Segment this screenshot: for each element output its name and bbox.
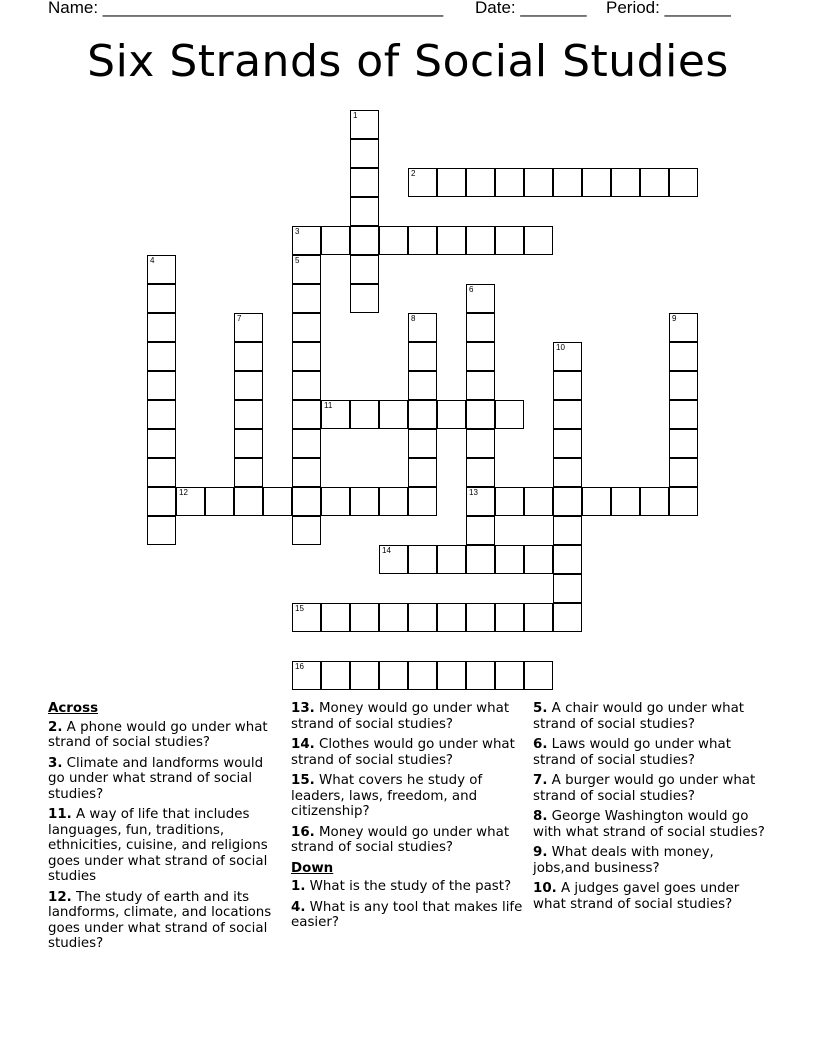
grid-cell[interactable] (408, 603, 437, 632)
grid-cell[interactable] (350, 168, 379, 197)
grid-cell[interactable] (466, 487, 495, 516)
grid-cell[interactable] (495, 545, 524, 574)
grid-cell[interactable] (292, 400, 321, 429)
grid-cell[interactable] (553, 168, 582, 197)
grid-cell[interactable] (466, 661, 495, 690)
grid-cell[interactable] (292, 429, 321, 458)
grid-cell[interactable] (669, 487, 698, 516)
grid-cell[interactable] (466, 313, 495, 342)
clue-item (48, 890, 280, 952)
grid-cell[interactable] (408, 342, 437, 371)
grid-cell[interactable] (553, 342, 582, 371)
clue-number-label: 6 (469, 285, 474, 294)
clue-number: 5. (533, 701, 548, 716)
grid-cell[interactable] (466, 284, 495, 313)
grid-cell[interactable] (350, 226, 379, 255)
grid-cell[interactable] (553, 371, 582, 400)
clue-number: 2. (48, 719, 63, 735)
grid-cell[interactable] (611, 168, 640, 197)
clue-number: 9. (533, 845, 548, 860)
grid-cell[interactable] (553, 603, 582, 632)
grid-cell[interactable] (408, 226, 437, 255)
grid-cell[interactable] (379, 226, 408, 255)
grid-cell[interactable] (292, 661, 321, 690)
grid-cell[interactable] (524, 168, 553, 197)
grid-cell[interactable] (524, 545, 553, 574)
grid-cell[interactable] (437, 603, 466, 632)
grid-cell[interactable] (292, 284, 321, 313)
grid-cell[interactable] (640, 487, 669, 516)
grid-cell[interactable] (147, 313, 176, 342)
grid-cell[interactable] (466, 342, 495, 371)
grid-cell[interactable] (669, 371, 698, 400)
grid-cell[interactable] (669, 313, 698, 342)
grid-cell[interactable] (292, 487, 321, 516)
grid-cell[interactable] (321, 226, 350, 255)
grid-cell[interactable] (553, 400, 582, 429)
clue-number: 1. (291, 879, 306, 894)
grid-cell[interactable] (495, 603, 524, 632)
grid-cell[interactable] (147, 371, 176, 400)
clue-item (533, 737, 765, 768)
clue-text: What is any tool that makes life easier? (291, 899, 523, 930)
clue-text: What covers he study of leaders, laws, freedom, and citizenship? (291, 773, 483, 819)
grid-cell[interactable] (234, 458, 263, 487)
grid-cell[interactable] (437, 661, 466, 690)
grid-cell[interactable] (379, 661, 408, 690)
clue-number-label: 13 (469, 488, 478, 497)
grid-cell[interactable] (582, 487, 611, 516)
grid-cell[interactable] (205, 487, 234, 516)
grid-cell[interactable] (466, 516, 495, 545)
grid-cell[interactable] (553, 458, 582, 487)
clue-item (291, 879, 523, 895)
grid-cell[interactable] (234, 429, 263, 458)
grid-cell[interactable] (350, 139, 379, 168)
clue-column-2 (291, 701, 523, 936)
period-field[interactable]: Period: _______ (606, 0, 731, 17)
clue-number-label: 15 (295, 604, 304, 613)
grid-cell[interactable] (466, 226, 495, 255)
grid-cell[interactable] (176, 487, 205, 516)
grid-cell[interactable] (466, 458, 495, 487)
grid-cell[interactable] (495, 226, 524, 255)
clue-number: 16. (291, 824, 315, 840)
clue-item (48, 807, 280, 885)
grid-cell[interactable] (669, 400, 698, 429)
grid-cell[interactable] (582, 168, 611, 197)
grid-cell[interactable] (292, 255, 321, 284)
grid-cell[interactable] (147, 516, 176, 545)
clue-text: Money would go under what strand of social studies? (291, 824, 510, 855)
clue-text: George Washington would go with what strand of social studies? (533, 809, 765, 840)
grid-cell[interactable] (669, 342, 698, 371)
clue-number: 15. (291, 773, 315, 788)
grid-cell[interactable] (437, 400, 466, 429)
clue-number-label: 16 (295, 662, 304, 671)
clue-column-3 (533, 701, 765, 917)
grid-cell[interactable] (524, 487, 553, 516)
grid-cell[interactable] (234, 313, 263, 342)
grid-cell[interactable] (263, 487, 292, 516)
clue-text: A burger would go under what strand of social studies? (533, 773, 756, 804)
grid-cell[interactable] (147, 284, 176, 313)
clue-number: 14. (291, 737, 315, 752)
grid-cell[interactable] (321, 661, 350, 690)
grid-cell[interactable] (379, 487, 408, 516)
grid-cell[interactable] (350, 197, 379, 226)
grid-cell[interactable] (321, 603, 350, 632)
clue-number: 4. (291, 899, 306, 915)
grid-cell[interactable] (466, 429, 495, 458)
clue-item (533, 701, 765, 732)
grid-cell[interactable] (553, 429, 582, 458)
grid-cell[interactable] (524, 226, 553, 255)
clue-text: A phone would go under what strand of social studies? (48, 719, 268, 750)
clue-item (291, 825, 523, 856)
clue-text: A way of life that includes languages, fun, traditions, ethnicities, cuisine, and religions goes under what strand of social studies (48, 807, 268, 884)
clue-text: The study of earth and its landforms, climate, and locations goes under what strand of social studies? (48, 889, 272, 951)
clue-number-label: 7 (237, 314, 242, 323)
clue-text: Money would go under what strand of social studies? (291, 701, 510, 732)
grid-cell[interactable] (408, 661, 437, 690)
clue-item (533, 773, 765, 804)
grid-cell[interactable] (350, 603, 379, 632)
clue-text: What deals with money, jobs,and business? (533, 845, 714, 876)
clue-item (48, 756, 280, 803)
grid-cell[interactable] (292, 342, 321, 371)
grid-cell[interactable] (321, 487, 350, 516)
grid-cell[interactable] (553, 574, 582, 603)
clue-text: A chair would go under what strand of social studies? (533, 701, 745, 732)
grid-cell[interactable] (350, 255, 379, 284)
grid-cell[interactable] (408, 313, 437, 342)
grid-cell[interactable] (495, 661, 524, 690)
clue-text: Laws would go under what strand of social studies? (533, 737, 731, 768)
clue-number-label: 9 (672, 314, 677, 323)
across-heading: Across (48, 701, 99, 716)
date-field[interactable]: Date: _______ (475, 0, 587, 17)
down-heading: Down (291, 860, 334, 876)
grid-cell[interactable] (640, 168, 669, 197)
grid-cell[interactable] (147, 458, 176, 487)
clue-number-label: 8 (411, 314, 416, 323)
clue-number-label: 3 (295, 227, 300, 236)
grid-cell[interactable] (553, 545, 582, 574)
grid-cell[interactable] (524, 603, 553, 632)
grid-cell[interactable] (292, 371, 321, 400)
grid-cell[interactable] (234, 342, 263, 371)
grid-cell[interactable] (669, 168, 698, 197)
grid-cell[interactable] (379, 545, 408, 574)
grid-cell[interactable] (147, 255, 176, 284)
grid-cell[interactable] (466, 371, 495, 400)
clue-number: 12. (48, 889, 72, 905)
clue-item (533, 881, 765, 912)
clue-number-label: 4 (150, 256, 155, 265)
grid-cell[interactable] (466, 400, 495, 429)
grid-cell[interactable] (669, 458, 698, 487)
clue-item (291, 900, 523, 931)
grid-cell[interactable] (408, 429, 437, 458)
grid-cell[interactable] (437, 226, 466, 255)
page-title: Six Strands of Social Studies (87, 36, 729, 87)
grid-cell[interactable] (495, 168, 524, 197)
grid-cell[interactable] (466, 168, 495, 197)
clue-number: 8. (533, 809, 548, 824)
grid-cell[interactable] (234, 400, 263, 429)
grid-cell[interactable] (234, 487, 263, 516)
grid-cell[interactable] (611, 487, 640, 516)
clue-number-label: 10 (556, 343, 565, 352)
grid-cell[interactable] (408, 400, 437, 429)
grid-cell[interactable] (147, 487, 176, 516)
clue-number: 3. (48, 755, 63, 771)
grid-cell[interactable] (408, 545, 437, 574)
grid-cell[interactable] (350, 110, 379, 139)
clue-number-label: 11 (324, 401, 333, 410)
grid-cell[interactable] (524, 661, 553, 690)
clue-item (291, 701, 523, 732)
grid-cell[interactable] (379, 603, 408, 632)
clue-text: A judges gavel goes under what strand of social studies? (533, 881, 740, 912)
grid-cell[interactable] (553, 487, 582, 516)
grid-cell[interactable] (437, 545, 466, 574)
clue-text: What is the study of the past? (305, 879, 512, 894)
grid-cell[interactable] (234, 371, 263, 400)
grid-cell[interactable] (350, 487, 379, 516)
grid-cell[interactable] (408, 371, 437, 400)
clue-number-label: 1 (353, 111, 358, 120)
grid-cell[interactable] (379, 400, 408, 429)
clue-item (291, 737, 523, 768)
clue-number-label: 2 (411, 169, 416, 178)
clue-text: Climate and landforms would go under what strand of social studies? (48, 755, 264, 802)
grid-cell[interactable] (495, 487, 524, 516)
clue-item (533, 809, 765, 840)
grid-cell[interactable] (669, 429, 698, 458)
grid-cell[interactable] (321, 400, 350, 429)
grid-cell[interactable] (147, 400, 176, 429)
clue-column-1 (48, 701, 280, 957)
clue-item (533, 845, 765, 876)
clue-number: 10. (533, 881, 557, 896)
grid-cell[interactable] (466, 545, 495, 574)
clue-item (291, 773, 523, 820)
grid-cell[interactable] (408, 458, 437, 487)
clue-text: Clothes would go under what strand of social studies? (291, 737, 515, 768)
grid-cell[interactable] (466, 603, 495, 632)
clue-number: 7. (533, 773, 548, 788)
grid-cell[interactable] (408, 487, 437, 516)
clue-item (48, 720, 280, 751)
clue-number: 6. (533, 737, 548, 752)
clue-number-label: 12 (179, 488, 188, 497)
grid-cell[interactable] (408, 168, 437, 197)
grid-cell[interactable] (350, 661, 379, 690)
name-field[interactable]: Name: ____________________________________ (48, 0, 444, 17)
clue-number: 13. (291, 701, 315, 716)
grid-cell[interactable] (350, 284, 379, 313)
grid-cell[interactable] (292, 516, 321, 545)
grid-cell[interactable] (292, 313, 321, 342)
grid-cell[interactable] (553, 516, 582, 545)
grid-cell[interactable] (292, 226, 321, 255)
grid-cell[interactable] (292, 458, 321, 487)
grid-cell[interactable] (437, 168, 466, 197)
grid-cell[interactable] (147, 342, 176, 371)
grid-cell[interactable] (495, 400, 524, 429)
clue-number: 11. (48, 807, 72, 822)
grid-cell[interactable] (292, 603, 321, 632)
clue-number-label: 14 (382, 546, 391, 555)
clue-number-label: 5 (295, 256, 300, 265)
grid-cell[interactable] (350, 400, 379, 429)
grid-cell[interactable] (147, 429, 176, 458)
